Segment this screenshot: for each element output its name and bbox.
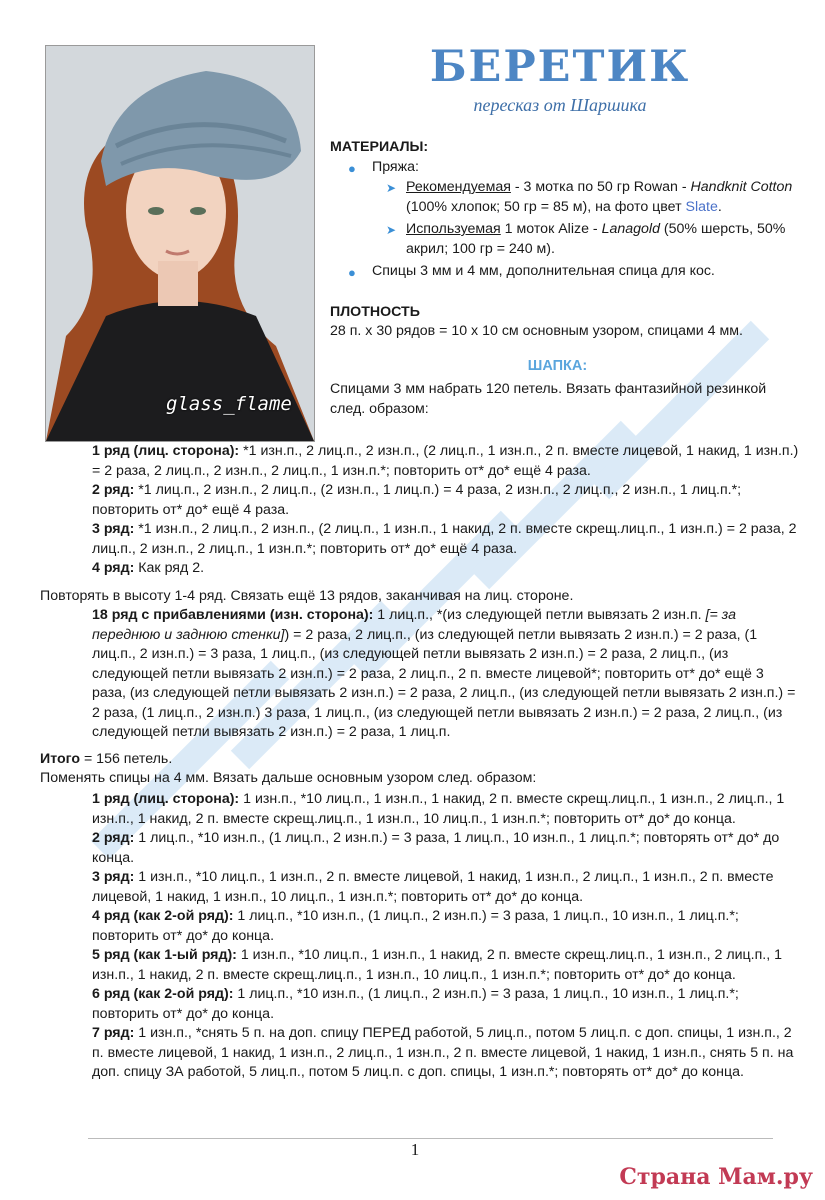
row-text: *1 лиц.п., 2 изн.п., 2 лиц.п., (2 изн.п., 1 лиц.п.) = 4 раза, 2 изн.п., 2 лиц.п., 2 изн.п., 1 лиц.п.*; повторить от* до* ещё 4 раза. bbox=[92, 482, 742, 518]
row-label: 4 ряд: bbox=[92, 560, 135, 576]
row-label: 3 ряд: bbox=[92, 869, 135, 885]
main-row bbox=[92, 907, 800, 946]
row-text: 1 изн.п., *10 лиц.п., 1 изн.п., 1 накид, 2 п. вместе скрещ.лиц.п., 1 изн.п., 2 лиц.п., 1 изн.п., 1 накид, 2 п. вместе скрещ.лиц.п., 1 изн.п., 10 лиц.п., 1 изн.п.*; повторить от* до* до конца. bbox=[92, 791, 785, 827]
rib-row bbox=[92, 520, 800, 559]
main-row bbox=[92, 1024, 800, 1083]
used-details: (50% шерсть, 50% акрил; 100 гр = 240 м). bbox=[406, 221, 786, 257]
row-text: 1 лиц.п., *10 изн.п., (1 лиц.п., 2 изн.п.) = 3 раза, 1 лиц.п., 10 изн.п., 1 лиц.п.*; повторить от* до* до конца. bbox=[92, 908, 739, 944]
rib-row bbox=[92, 481, 800, 520]
yarn-label: Пряжа: bbox=[372, 159, 419, 175]
row-label: 4 ряд (как 2-ой ряд): bbox=[92, 908, 234, 924]
main-pattern-rows bbox=[92, 790, 800, 1083]
hat-section-heading: ШАПКА: bbox=[527, 358, 588, 374]
used-yarn bbox=[406, 220, 796, 259]
row-text-continued: ) = 2 раза, 2 лиц.п., (из следующей петли вывязать 2 изн.п.) = 2 раза, (1 лиц.п., 2 изн.п.) = 3 раза, 1 лиц.п., (из следующей петли вывязать 2 изн.п.) = 2 раза, 2 лиц.п., (из следующей петли вывязать 2 изн.п.) = 2 раза, 2 лиц.п., 2 п. вместе лицевой*; повторить от* до* ещё 3 раза, (из следующей петли вывязать 2 изн.п.) = 2 раза, 2 лиц.п., (из следующей петли вывязать 2 изн.п.) = 2 раза, (1 лиц.п., 2 изн.п.) 3 раза, 1 лиц.п., (из следующей петли вывязать 2 изн.п.) = 2 раза, 2 лиц.п., (из следующей петли вывязать 2 изн.п.) = 2 раза, 1 лиц.п. bbox=[92, 626, 796, 740]
increase-row bbox=[92, 606, 800, 743]
main-row bbox=[92, 985, 800, 1024]
recommended-yarn bbox=[406, 178, 796, 217]
recommended-color: Slate bbox=[685, 198, 718, 215]
rib-row bbox=[92, 559, 800, 579]
row-label: 7 ряд: bbox=[92, 1025, 135, 1041]
row-text: *1 изн.п., 2 лиц.п., 2 изн.п., (2 лиц.п., 1 изн.п., 1 накид, 2 п. вместе скрещ.лиц.п., 1 изн.п.) = 2 раза, 2 лиц.п., 2 изн.п., 2 лиц.п., 1 изн.п.*; повторить от* до* ещё 4 раза. bbox=[92, 521, 797, 557]
row-text: 1 лиц.п., *(из следующей петли вывязать 2 изн.п. bbox=[373, 607, 706, 623]
recommended-text: - 3 мотка по 50 гр Rowan - bbox=[510, 179, 691, 195]
bullet-icon: ● bbox=[348, 265, 356, 280]
main-row bbox=[92, 868, 800, 907]
rib-rows bbox=[92, 442, 800, 579]
row-text: 1 лиц.п., *10 изн.п., (1 лиц.п., 2 изн.п.) = 3 раза, 1 лиц.п., 10 изн.п., 1 лиц.п.*; повторить от* до* до конца. bbox=[92, 986, 739, 1022]
hat-photo bbox=[45, 45, 315, 442]
used-label: Используемая bbox=[406, 221, 501, 237]
row-text: 1 изн.п., *снять 5 п. на доп. спицу ПЕРЕД работой, 5 лиц.п., потом 5 лиц.п. с доп. спицы, 1 изн.п., 2 п. вместе лицевой, 1 накид, 1 изн.п., 2 лиц.п., 1 изн.п., 2 п. вместе лицевой, 1 накид, 1 изн.п., снять 5 п. на доп. спицу ЗА работой, 5 лиц.п., потом 5 лиц.п. с доп. спицы, 1 изн.п.*; повторять от* до* до конца. bbox=[92, 1025, 794, 1080]
row-label: 1 ряд (лиц. сторона): bbox=[92, 791, 240, 807]
row-label: 1 ряд (лиц. сторона): bbox=[92, 443, 240, 459]
total-line bbox=[40, 750, 800, 770]
main-row bbox=[92, 829, 800, 868]
row-text: 1 изн.п., *10 лиц.п., 1 изн.п., 1 накид, 2 п. вместе скрещ.лиц.п., 1 изн.п., 2 лиц.п., 1 изн.п., 1 накид, 2 п. вместе скрещ.лиц.п., 1 изн.п., 10 лиц.п., 1 изн.п.*; повторить от* до* до конца. bbox=[92, 947, 783, 983]
used-text: 1 моток Alize - bbox=[500, 221, 602, 237]
row-label: 3 ряд: bbox=[92, 521, 135, 537]
row-text: Как ряд 2. bbox=[134, 560, 205, 576]
repeat-text: Повторять в высоту 1-4 ряд. Связать ещё 13 рядов, заканчивая на лиц. стороне. bbox=[40, 588, 574, 604]
page-number: 1 bbox=[410, 1140, 420, 1159]
row-label: 2 ряд: bbox=[92, 482, 135, 498]
row-text: 1 изн.п., *10 лиц.п., 1 изн.п., 2 п. вместе лицевой, 1 накид, 1 изн.п., 2 лиц.п., 1 изн.п., 2 п. вместе лицевой, 1 накид, 1 изн.п., 10 лиц.п., 1 изн.п.*; повторить от* до* до конца. bbox=[92, 869, 774, 905]
footer-divider bbox=[88, 1138, 773, 1139]
site-watermark: Страна Мам.ру bbox=[619, 1164, 813, 1190]
needles-text: Спицы 3 мм и 4 мм, дополнительная спица для кос. bbox=[372, 263, 715, 279]
arrow-bullet-icon: ➤ bbox=[386, 181, 397, 195]
row-text: 1 лиц.п., *10 изн.п., (1 лиц.п., 2 изн.п.) = 3 раза, 1 лиц.п., 10 изн.п., 1 лиц.п.*; повторять от* до* до конца. bbox=[92, 830, 780, 866]
total-text: = 156 петель. bbox=[80, 751, 173, 767]
woman-in-beret-illustration bbox=[46, 46, 314, 441]
gauge-heading: ПЛОТНОСТЬ bbox=[330, 304, 420, 320]
page-title: БЕРЕТИК bbox=[429, 42, 691, 92]
recommended-details: (100% хлопок; 50 гр = 85 м), на фото цвет bbox=[406, 198, 686, 215]
rib-row bbox=[92, 442, 800, 481]
change-needles-text: Поменять спицы на 4 мм. Вязать дальше основным узором след. образом: bbox=[40, 770, 537, 786]
bullet-icon: ● bbox=[348, 161, 356, 176]
row-label: 18 ряд с прибавлениями (изн. сторона): bbox=[92, 607, 374, 623]
gauge-text: 28 п. х 30 рядов = 10 х 10 см основным узором, спицами 4 мм. bbox=[330, 323, 743, 339]
page-subtitle: пересказ от Шаршика bbox=[473, 95, 647, 115]
materials-heading: МАТЕРИАЛЫ: bbox=[330, 139, 429, 155]
hat-intro: Спицами 3 мм набрать 120 петель. Вязать фантазийной резинкой след. образом: bbox=[330, 381, 767, 417]
row-italic-note: [= за переднюю и заднюю стенки] bbox=[92, 607, 737, 643]
arrow-bullet-icon: ➤ bbox=[386, 223, 397, 237]
row-label: 2 ряд: bbox=[92, 830, 135, 846]
recommended-end: . bbox=[717, 198, 722, 215]
recommended-label: Рекомендуемая bbox=[406, 179, 511, 195]
row-label: 6 ряд (как 2-ой ряд): bbox=[92, 986, 234, 1002]
main-row bbox=[92, 946, 800, 985]
used-brand: Lanagold bbox=[601, 221, 660, 237]
main-row bbox=[92, 790, 800, 829]
total-label: Итого bbox=[40, 751, 81, 767]
row-text: *1 изн.п., 2 лиц.п., 2 изн.п., (2 лиц.п., 1 изн.п., 2 п. вместе лицевой, 1 накид, 1 изн.п.) = 2 раза, 2 лиц.п., 2 изн.п., 2 лиц.п., 1 изн.п.*; повторить от* до* ещё 4 раза. bbox=[92, 443, 799, 479]
recommended-brand: Handknit Cotton bbox=[690, 179, 793, 195]
row-label: 5 ряд (как 1-ый ряд): bbox=[92, 947, 237, 963]
photo-credit: glass_flame bbox=[166, 393, 292, 415]
